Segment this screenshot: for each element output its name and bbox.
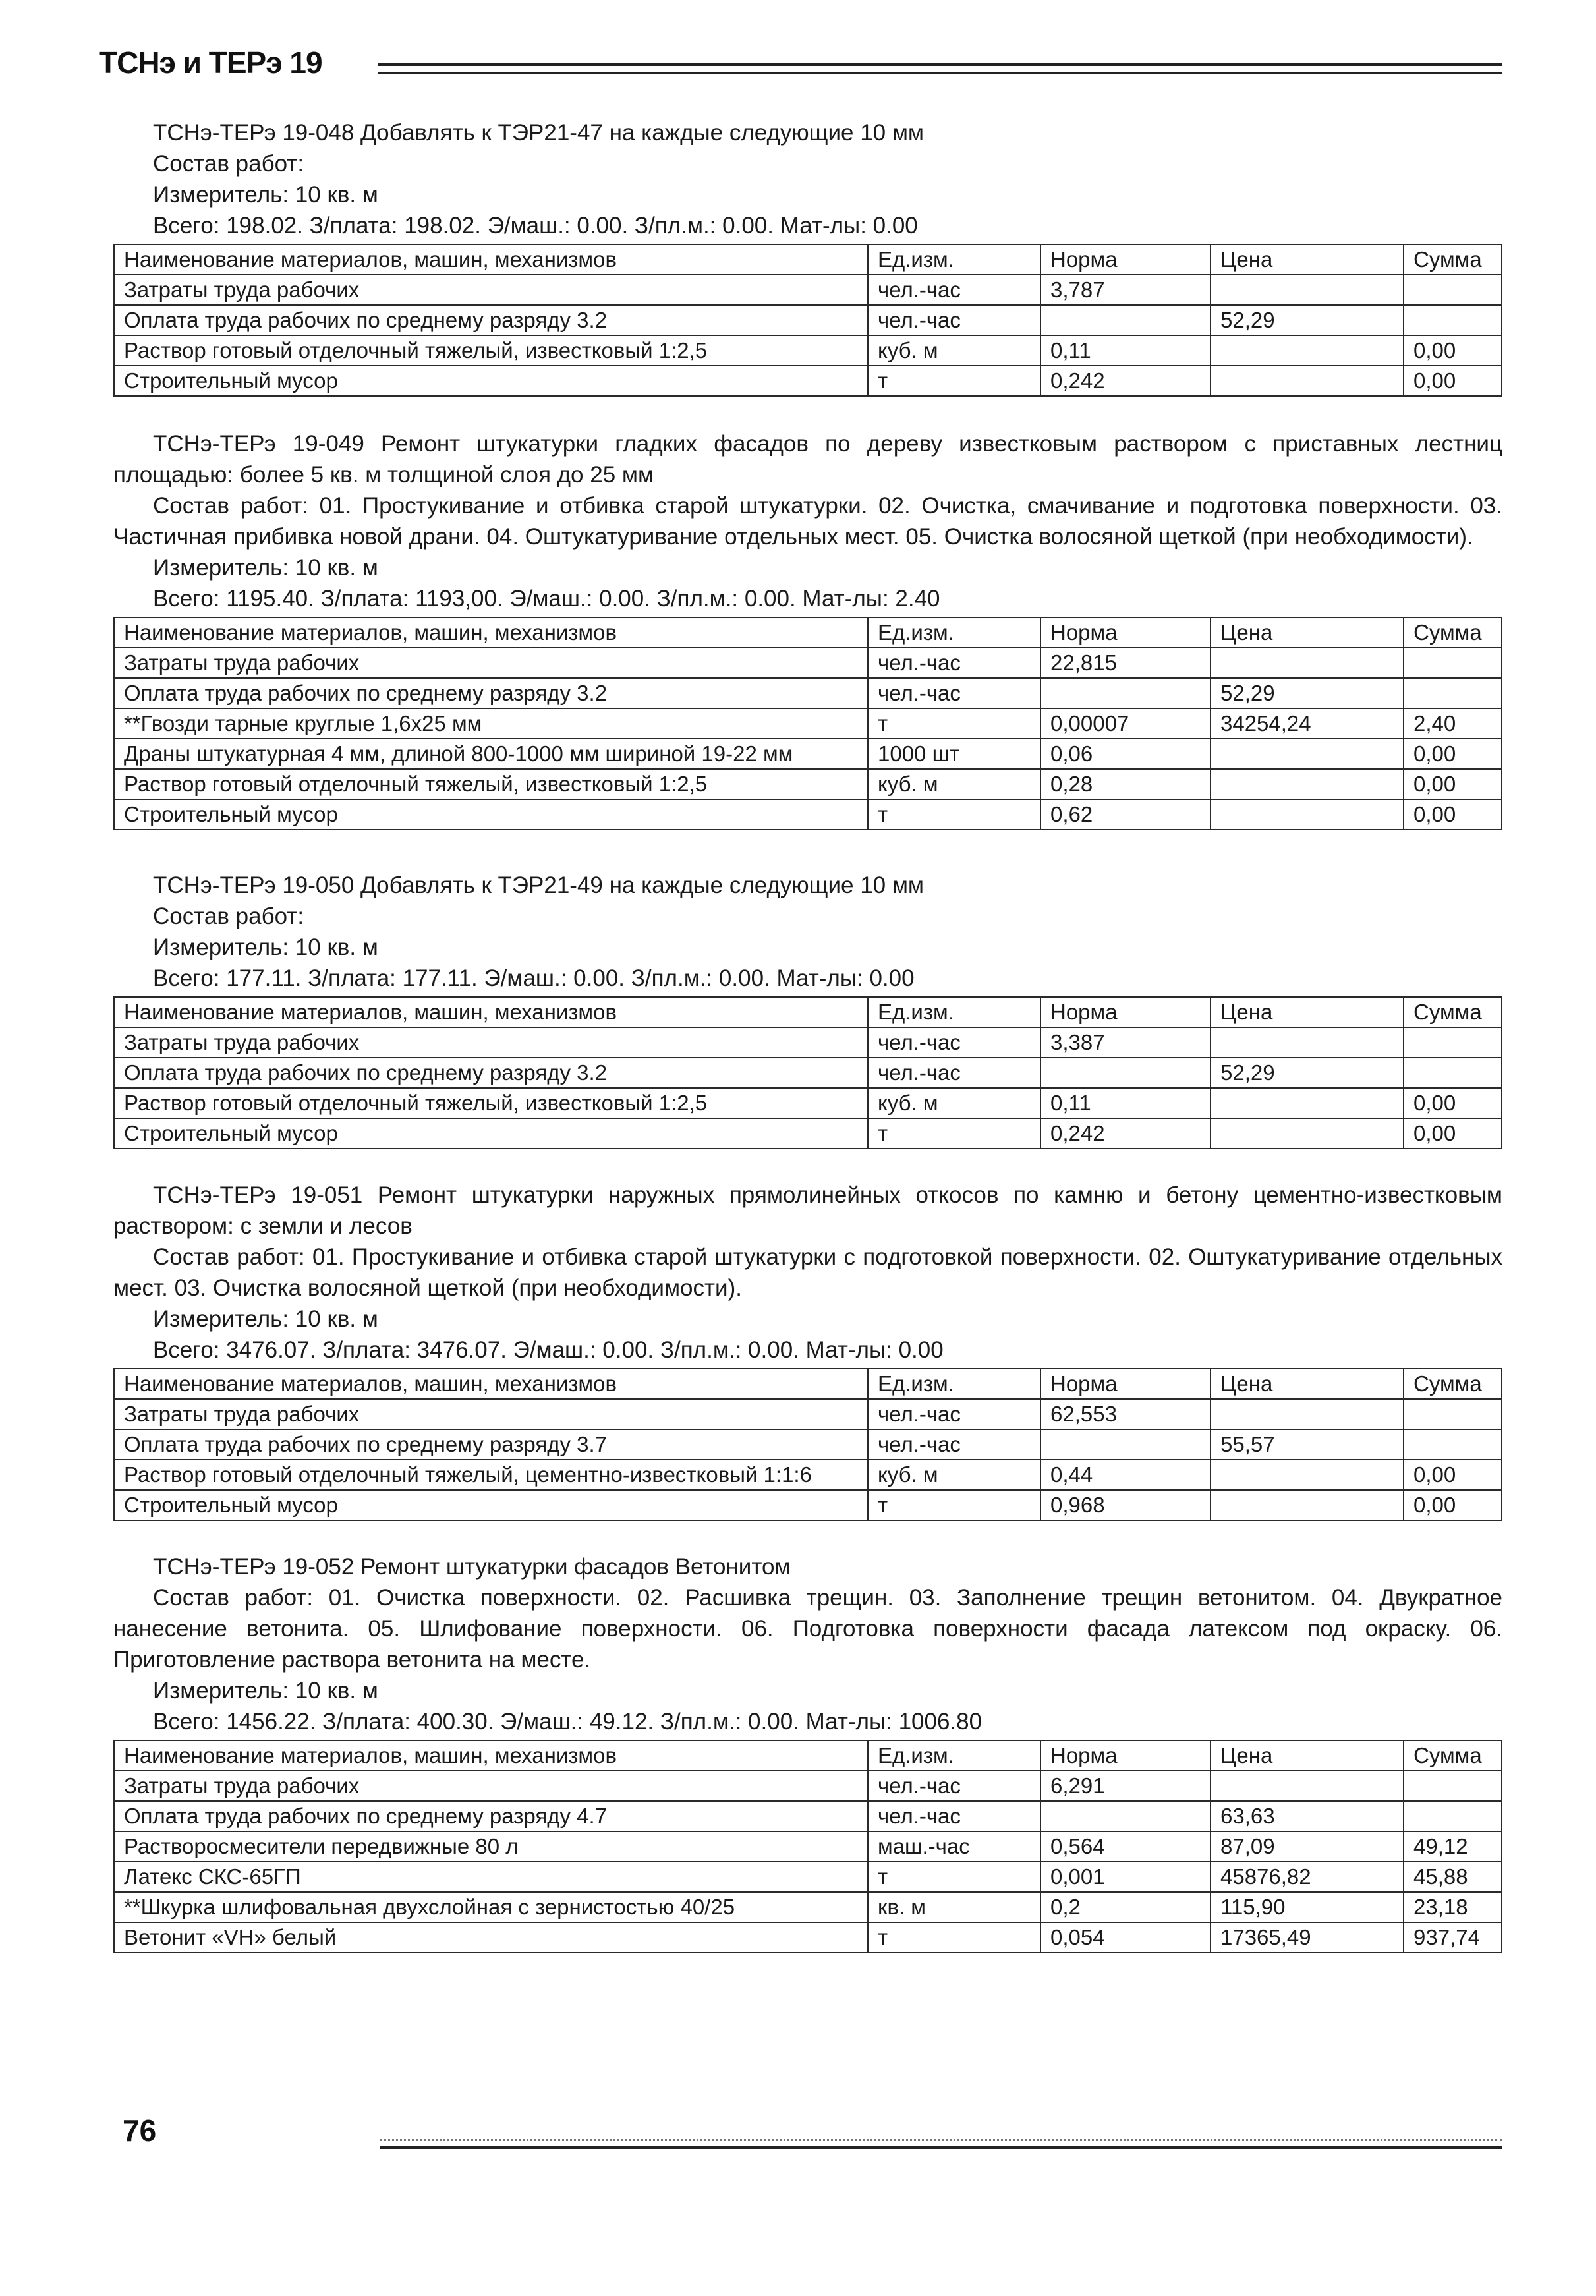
table-cell: Оплата труда рабочих по среднему разряду 3.2	[114, 1058, 868, 1088]
header-cell: Наименование материалов, машин, механизмов	[114, 997, 868, 1027]
section-composition: Состав работ: 01. Простукивание и отбивка старой штукатурки с подготовкой поверхности. 02. Оштукатуривание отдельных мест. 03. Очистка волосяной щеткой (при необходимости).	[113, 1244, 1502, 1301]
table-cell: 0,00	[1404, 799, 1502, 830]
header-cell: Наименование материалов, машин, механизмов	[114, 244, 868, 275]
table-cell: 0,001	[1040, 1862, 1211, 1892]
table-cell: т	[868, 799, 1040, 830]
table-cell: 0,00	[1404, 739, 1502, 769]
section-unit: Измеритель: 10 кв. м	[153, 1306, 378, 1332]
table-cell	[1404, 1801, 1502, 1831]
table-cell	[1211, 1490, 1404, 1520]
header-cell: Сумма	[1404, 617, 1502, 648]
table-cell: 0,11	[1040, 335, 1211, 366]
table-cell: 34254,24	[1211, 708, 1404, 739]
table-cell: 0,44	[1040, 1460, 1211, 1490]
table-cell: Ветонит «VH» белый	[114, 1922, 868, 1953]
table-cell: т	[868, 1922, 1040, 1953]
table-row	[114, 648, 1502, 678]
table-cell: куб. м	[868, 1460, 1040, 1490]
table-cell	[1211, 1460, 1404, 1490]
table-header-row	[114, 617, 1502, 648]
table-cell	[1211, 1399, 1404, 1429]
header-cell: Ед.изм.	[868, 1740, 1040, 1771]
table-cell: Раствор готовый отделочный тяжелый, известковый 1:2,5	[114, 1088, 868, 1118]
table-cell: 937,74	[1404, 1922, 1502, 1953]
page-header	[99, 38, 1502, 91]
section-total: Всего: 3476.07. З/плата: 3476.07. Э/маш.: 0.00. З/пл.м.: 0.00. Мат-лы: 0.00	[153, 1337, 944, 1363]
table-cell: 0,00007	[1040, 708, 1211, 739]
table-cell: чел.-час	[868, 1027, 1040, 1058]
table-cell: Оплата труда рабочих по среднему разряду 3.7	[114, 1429, 868, 1460]
table-cell	[1404, 305, 1502, 335]
header-cell: Ед.изм.	[868, 1369, 1040, 1399]
header-cell: Норма	[1040, 617, 1211, 648]
header-cell: Наименование материалов, машин, механизмов	[114, 617, 868, 648]
header-cell: Цена	[1211, 1740, 1404, 1771]
table-cell: 23,18	[1404, 1892, 1502, 1922]
table-cell: 0,06	[1040, 739, 1211, 769]
section-total: Всего: 177.11. З/плата: 177.11. Э/маш.: 0.00. З/пл.м.: 0.00. Мат-лы: 0.00	[153, 965, 915, 991]
table-cell: 0,00	[1404, 769, 1502, 799]
table-row	[114, 1831, 1502, 1862]
table-row	[114, 1399, 1502, 1429]
table-row	[114, 1490, 1502, 1520]
table-cell: 45876,82	[1211, 1862, 1404, 1892]
table-cell: 0,11	[1040, 1088, 1211, 1118]
table-row	[114, 1862, 1502, 1892]
table-cell: 0,242	[1040, 366, 1211, 396]
table-cell: чел.-час	[868, 1771, 1040, 1801]
table-cell	[1404, 1399, 1502, 1429]
section-unit: Измеритель: 10 кв. м	[153, 934, 378, 960]
table-cell: чел.-час	[868, 1429, 1040, 1460]
header-cell: Норма	[1040, 1369, 1211, 1399]
table-cell: Оплата труда рабочих по среднему разряду 3.2	[114, 305, 868, 335]
section-total: Всего: 198.02. З/плата: 198.02. Э/маш.: 0.00. З/пл.м.: 0.00. Мат-лы: 0.00	[153, 213, 918, 239]
table-cell: куб. м	[868, 335, 1040, 366]
section-title: ТСНэ-ТЕРэ 19-048 Добавлять к ТЭР21-47 на каждые следующие 10 мм	[153, 120, 924, 146]
table-cell: Оплата труда рабочих по среднему разряду 4.7	[114, 1801, 868, 1831]
table-cell	[1211, 335, 1404, 366]
table-cell: Затраты труда рабочих	[114, 1399, 868, 1429]
section-title: ТСНэ-ТЕРэ 19-049 Ремонт штукатурки гладких фасадов по дереву известковым раствором с приставных лестниц площадью: более 5 кв. м толщиной слоя до 25 мм	[113, 431, 1502, 488]
table-cell: **Шкурка шлифовальная двухслойная с зернистостью 40/25	[114, 1892, 868, 1922]
header-cell: Ед.изм.	[868, 244, 1040, 275]
table-header-row	[114, 1369, 1502, 1399]
table-cell: **Гвозди тарные круглые 1,6х25 мм	[114, 708, 868, 739]
section-19-048	[113, 117, 1502, 397]
table-row	[114, 1771, 1502, 1801]
table-cell: куб. м	[868, 1088, 1040, 1118]
table-cell: 87,09	[1211, 1831, 1404, 1862]
table-cell: чел.-час	[868, 1399, 1040, 1429]
header-cell: Сумма	[1404, 1369, 1502, 1399]
table-cell: Раствор готовый отделочный тяжелый, цементно-известковый 1:1:6	[114, 1460, 868, 1490]
table-row	[114, 305, 1502, 335]
table-row	[114, 1429, 1502, 1460]
table-cell: 52,29	[1211, 678, 1404, 708]
table-cell	[1040, 1429, 1211, 1460]
header-cell: Наименование материалов, машин, механизмов	[114, 1740, 868, 1771]
table-cell: 0,564	[1040, 1831, 1211, 1862]
section-composition: Состав работ:	[153, 151, 304, 177]
table-cell: 6,291	[1040, 1771, 1211, 1801]
section-total: Всего: 1195.40. З/плата: 1193,00. Э/маш.: 0.00. З/пл.м.: 0.00. Мат-лы: 2.40	[153, 586, 940, 612]
table-cell: чел.-час	[868, 678, 1040, 708]
table-cell: 0,00	[1404, 366, 1502, 396]
table-row	[114, 366, 1502, 396]
table-row	[114, 275, 1502, 305]
resource-table	[113, 1740, 1502, 1953]
table-cell	[1404, 275, 1502, 305]
table-cell	[1404, 1429, 1502, 1460]
table-cell: 0,00	[1404, 1088, 1502, 1118]
table-cell: 2,40	[1404, 708, 1502, 739]
table-cell: т	[868, 366, 1040, 396]
header-cell: Ед.изм.	[868, 617, 1040, 648]
section-total: Всего: 1456.22. З/плата: 400.30. Э/маш.: 49.12. З/пл.м.: 0.00. Мат-лы: 1006.80	[153, 1709, 983, 1735]
header-cell: Норма	[1040, 1740, 1211, 1771]
table-cell: т	[868, 708, 1040, 739]
table-cell	[1211, 1771, 1404, 1801]
table-cell	[1211, 366, 1404, 396]
resource-table	[113, 244, 1502, 397]
table-cell: кв. м	[868, 1892, 1040, 1922]
table-cell: Раствор готовый отделочный тяжелый, известковый 1:2,5	[114, 335, 868, 366]
table-cell: т	[868, 1118, 1040, 1149]
header-cell: Наименование материалов, машин, механизмов	[114, 1369, 868, 1399]
table-cell	[1211, 799, 1404, 830]
table-cell: Драны штукатурная 4 мм, длиной 800-1000 мм шириной 19-22 мм	[114, 739, 868, 769]
table-cell: 17365,49	[1211, 1922, 1404, 1953]
table-cell	[1404, 678, 1502, 708]
table-cell: чел.-час	[868, 648, 1040, 678]
header-title: ТСНэ и ТЕРэ 19	[99, 45, 322, 80]
table-cell	[1040, 305, 1211, 335]
table-cell	[1211, 769, 1404, 799]
table-cell	[1404, 648, 1502, 678]
section-unit: Измеритель: 10 кв. м	[153, 182, 378, 208]
table-cell: 63,63	[1211, 1801, 1404, 1831]
section-19-052	[113, 1551, 1502, 1953]
table-cell	[1040, 1058, 1211, 1088]
table-cell	[1211, 1027, 1404, 1058]
resource-table	[113, 996, 1502, 1149]
table-cell: Затраты труда рабочих	[114, 1027, 868, 1058]
table-cell: чел.-час	[868, 275, 1040, 305]
table-cell	[1211, 275, 1404, 305]
table-cell: 0,2	[1040, 1892, 1211, 1922]
table-cell: 0,00	[1404, 1490, 1502, 1520]
header-cell: Цена	[1211, 997, 1404, 1027]
table-row	[114, 799, 1502, 830]
table-row	[114, 739, 1502, 769]
table-cell: 52,29	[1211, 305, 1404, 335]
table-row	[114, 1058, 1502, 1088]
table-cell: 0,62	[1040, 799, 1211, 830]
header-cell: Норма	[1040, 997, 1211, 1027]
table-cell: маш.-час	[868, 1831, 1040, 1862]
table-row	[114, 1088, 1502, 1118]
table-cell: 45,88	[1404, 1862, 1502, 1892]
table-cell: 3,787	[1040, 275, 1211, 305]
table-cell: 52,29	[1211, 1058, 1404, 1088]
section-title: ТСНэ-ТЕРэ 19-052 Ремонт штукатурки фасадов Ветонитом	[153, 1554, 791, 1580]
header-cell: Норма	[1040, 244, 1211, 275]
section-19-051	[113, 1180, 1502, 1521]
table-cell: Строительный мусор	[114, 366, 868, 396]
table-cell	[1404, 1058, 1502, 1088]
table-cell: 62,553	[1040, 1399, 1211, 1429]
table-row	[114, 1801, 1502, 1831]
footer-rule	[380, 2139, 1502, 2149]
table-cell: Затраты труда рабочих	[114, 648, 868, 678]
table-row	[114, 1460, 1502, 1490]
header-rule	[378, 63, 1502, 74]
table-row	[114, 708, 1502, 739]
table-cell: Раствор готовый отделочный тяжелый, известковый 1:2,5	[114, 769, 868, 799]
header-cell: Ед.изм.	[868, 997, 1040, 1027]
page-number: 76	[123, 2113, 157, 2148]
table-cell: Строительный мусор	[114, 1490, 868, 1520]
header-cell: Цена	[1211, 1369, 1404, 1399]
table-cell: куб. м	[868, 769, 1040, 799]
table-cell	[1404, 1027, 1502, 1058]
table-cell: 1000 шт	[868, 739, 1040, 769]
table-cell: 115,90	[1211, 1892, 1404, 1922]
table-cell: Затраты труда рабочих	[114, 1771, 868, 1801]
section-composition: Состав работ: 01. Очистка поверхности. 02. Расшивка трещин. 03. Заполнение трещин ветонитом. 04. Двукратное нанесение ветонита. 05. Шлифование поверхности. 06. Подготовка поверхности фасада латексом под окраску. 06. Приготовление раствора ветонита на месте.	[113, 1585, 1502, 1673]
table-header-row	[114, 997, 1502, 1027]
table-row	[114, 1892, 1502, 1922]
table-cell: Растворосмесители передвижные 80 л	[114, 1831, 868, 1862]
header-cell: Цена	[1211, 617, 1404, 648]
table-cell: Строительный мусор	[114, 799, 868, 830]
section-composition: Состав работ: 01. Простукивание и отбивка старой штукатурки. 02. Очистка, смачивание и подготовка поверхности. 03. Частичная прибивка новой драни. 04. Оштукатуривание отдельных мест. 05. Очистка волосяной щеткой (при необходимости).	[113, 493, 1502, 550]
table-row	[114, 678, 1502, 708]
resource-table	[113, 617, 1502, 830]
table-cell: 22,815	[1040, 648, 1211, 678]
table-cell	[1040, 678, 1211, 708]
section-composition: Состав работ:	[153, 904, 304, 929]
table-cell: 0,28	[1040, 769, 1211, 799]
table-cell	[1040, 1801, 1211, 1831]
header-cell: Цена	[1211, 244, 1404, 275]
table-cell	[1404, 1771, 1502, 1801]
table-cell: 0,968	[1040, 1490, 1211, 1520]
table-header-row	[114, 1740, 1502, 1771]
table-cell: чел.-час	[868, 1801, 1040, 1831]
resource-table	[113, 1368, 1502, 1521]
table-cell: чел.-час	[868, 305, 1040, 335]
table-cell	[1211, 1118, 1404, 1149]
header-cell: Сумма	[1404, 244, 1502, 275]
table-cell: чел.-час	[868, 1058, 1040, 1088]
table-cell: Строительный мусор	[114, 1118, 868, 1149]
table-header-row	[114, 244, 1502, 275]
header-cell: Сумма	[1404, 997, 1502, 1027]
table-cell: 0,00	[1404, 1460, 1502, 1490]
table-cell	[1211, 1088, 1404, 1118]
table-cell: 3,387	[1040, 1027, 1211, 1058]
table-cell: т	[868, 1490, 1040, 1520]
section-title: ТСНэ-ТЕРэ 19-051 Ремонт штукатурки наружных прямолинейных откосов по камню и бетону цементно-известковым раствором: с земли и лесов	[113, 1182, 1502, 1239]
table-cell	[1211, 739, 1404, 769]
section-title: ТСНэ-ТЕРэ 19-050 Добавлять к ТЭР21-49 на каждые следующие 10 мм	[153, 873, 924, 898]
section-19-049	[113, 428, 1502, 830]
section-19-050	[113, 870, 1502, 1149]
table-cell: 0,242	[1040, 1118, 1211, 1149]
table-cell: 55,57	[1211, 1429, 1404, 1460]
section-unit: Измеритель: 10 кв. м	[153, 555, 378, 581]
table-cell: 0,00	[1404, 335, 1502, 366]
table-cell: Оплата труда рабочих по среднему разряду 3.2	[114, 678, 868, 708]
table-row	[114, 335, 1502, 366]
table-row	[114, 1118, 1502, 1149]
table-cell: т	[868, 1862, 1040, 1892]
header-cell: Сумма	[1404, 1740, 1502, 1771]
table-row	[114, 769, 1502, 799]
table-cell: Затраты труда рабочих	[114, 275, 868, 305]
table-cell: 0,00	[1404, 1118, 1502, 1149]
table-cell: 49,12	[1404, 1831, 1502, 1862]
table-cell: 0,054	[1040, 1922, 1211, 1953]
table-row	[114, 1027, 1502, 1058]
table-cell: Латекс СКС-65ГП	[114, 1862, 868, 1892]
section-unit: Измеритель: 10 кв. м	[153, 1678, 378, 1704]
table-row	[114, 1922, 1502, 1953]
table-cell	[1211, 648, 1404, 678]
